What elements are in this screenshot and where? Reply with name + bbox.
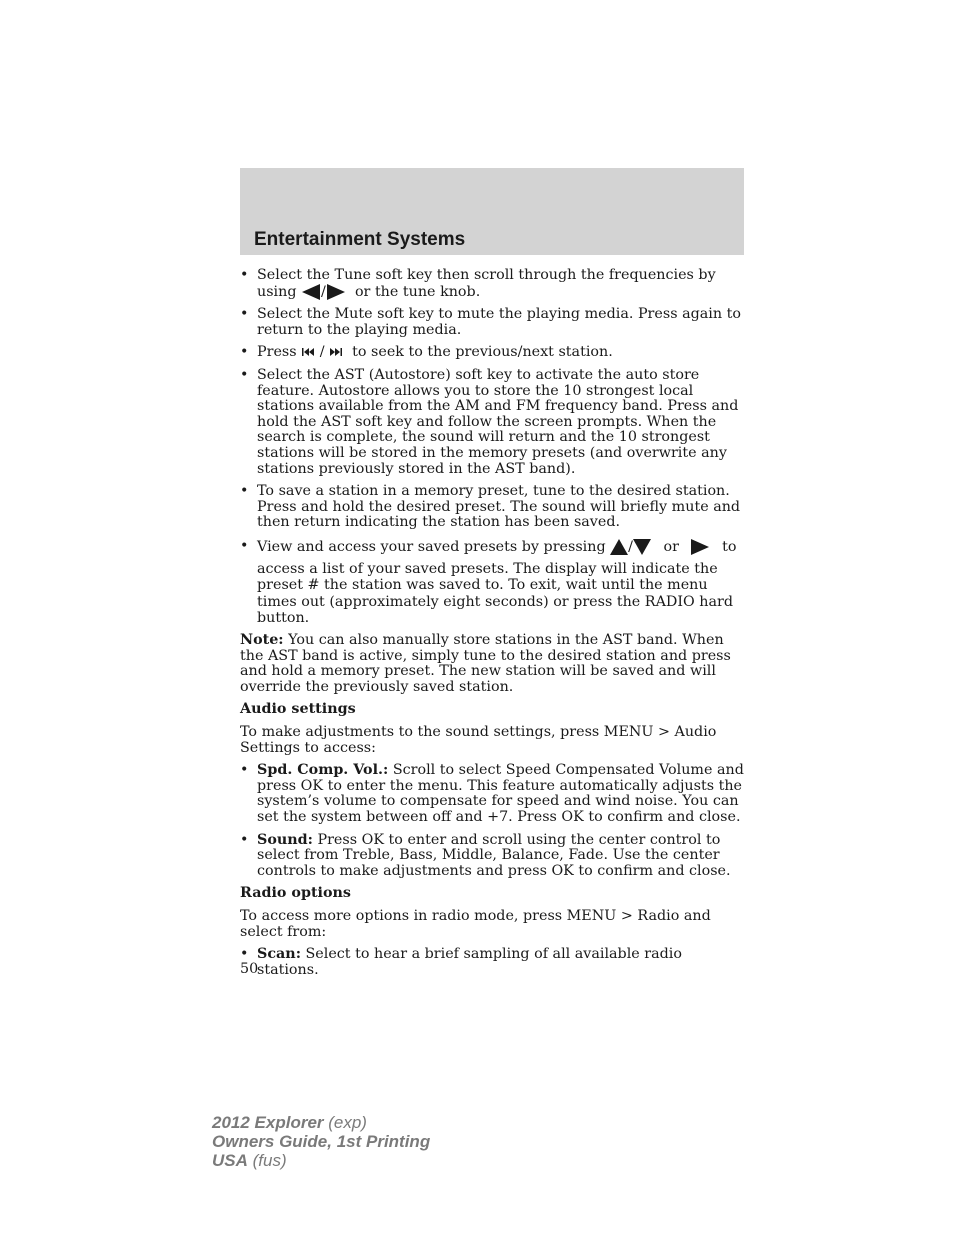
up-arrow-icon: [610, 538, 628, 556]
list-item-scan: • Scan: Select to hear a brief sampling of all available radio stations.: [240, 947, 745, 978]
seek-next-icon: [329, 347, 343, 357]
right-arrow-icon: [326, 284, 346, 300]
radio-options-intro: To access more options in radio mode, press MENU > Radio and select from:: [240, 908, 711, 940]
seek-previous-icon: [301, 347, 315, 357]
list-item-seek: • Press / to seek to the previous/next station.: [240, 345, 745, 361]
down-arrow-icon: [633, 538, 651, 556]
list-item-autostore: • Select the AST (Autostore) soft key to activate the auto store feature. Autostore allows you to store the 10 strongest local stations available from the AM and FM frequency band. Press and hold the AST soft key and follow the screen prompts. When the search is complete, the sound will return and the 10 strongest stations will be stored in the memory presets (and overwrite any stations previously stored in the AST band).: [240, 368, 745, 477]
page-number: 50: [240, 961, 259, 977]
page-content: [240, 268, 745, 985]
list-item-save-preset: • To save a station in a memory preset, tune to the desired station. Press and hold the desired preset. The sound will briefly mute and then return indicating the station has been saved.: [240, 484, 745, 531]
list-item-view-presets: • View and access your saved presets by pressing / or to access a list of your saved presets. The display will indicate the preset # the station was saved to. To exit, wait until the menu times out (approximately eight seconds) or press the RADIO hard button.: [240, 538, 745, 626]
radio-options-heading: Radio options: [240, 885, 351, 902]
section-header: [240, 168, 744, 255]
section-title: Entertainment Systems: [254, 229, 466, 250]
audio-settings-heading: Audio settings: [240, 701, 356, 718]
right-arrow-icon: [690, 538, 710, 556]
audio-settings-intro: To make adjustments to the sound settings, press MENU > Audio Settings to access:: [240, 724, 717, 756]
list-item-spd-comp-vol: • Spd. Comp. Vol.: Scroll to select Speed Compensated Volume and press OK to enter the menu. This feature automatically adjusts the system’s volume to compensate for speed and wind noise. You can set the system between off and +7. Press OK to confirm and close.: [240, 763, 745, 825]
list-item-tune: • Select the Tune soft key then scroll through the frequencies by using / or the tune knob.: [240, 268, 745, 300]
list-item-sound: • Sound: Press OK to enter and scroll using the center control to select from Treble, Bass, Middle, Balance, Fade. Use the center controls to make adjustments and press OK to confirm and close.: [240, 833, 745, 880]
left-arrow-icon: [301, 284, 321, 300]
list-item-mute: • Select the Mute soft key to mute the playing media. Press again to return to the playing media.: [240, 307, 745, 338]
note-paragraph: Note: You can also manually store stations in the AST band. When the AST band is active, simply tune to the desired station and press and hold a memory preset. The new station will be saved and will override the previously saved station.: [240, 632, 731, 695]
document-footer: 2012 Explorer (exp) Owners Guide, 1st Printing USA (fus): [212, 1113, 431, 1170]
